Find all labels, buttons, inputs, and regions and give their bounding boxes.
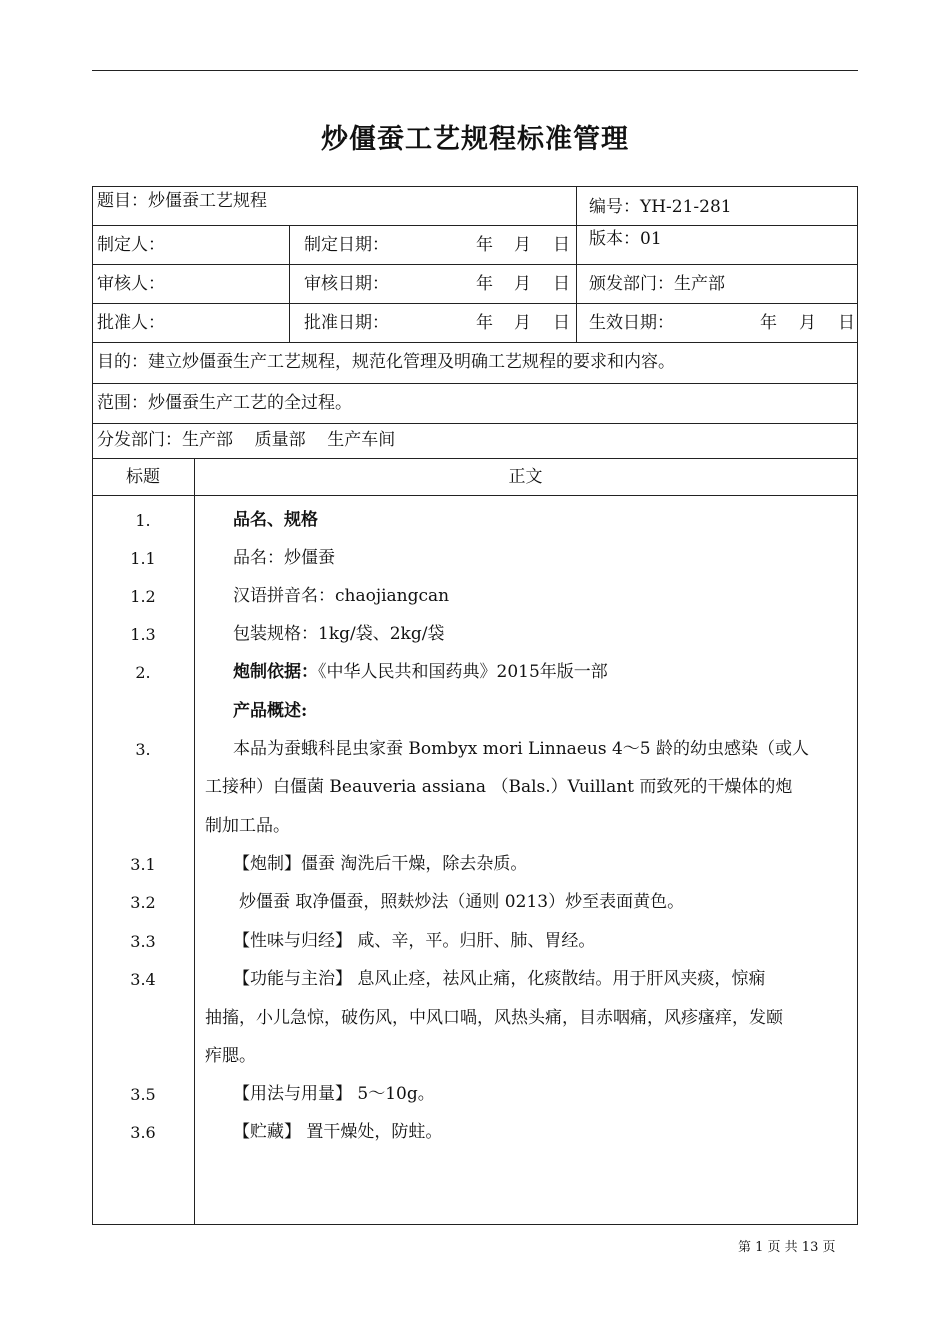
section-number: 3.3 bbox=[130, 932, 156, 951]
page-title: 炒僵蚕工艺规程标准管理 bbox=[321, 124, 629, 155]
page-footer: 第 1 页 共 13 页 bbox=[738, 1240, 836, 1255]
table-border-bottom bbox=[92, 1224, 858, 1225]
section-text-line: 【功能与主治】 息风止痉，祛风止痛，化痰散结。用于肝风夹痰，惊痫 bbox=[233, 969, 766, 989]
distribution-cell: 分发部门：生产部 质量部 生产车间 bbox=[97, 430, 396, 450]
table-row-line bbox=[92, 458, 858, 459]
code-cell: 编号：YH-21-281 bbox=[589, 197, 732, 217]
review-date-label: 审核日期： bbox=[304, 274, 389, 294]
table-row-line bbox=[92, 225, 858, 226]
make-date-month: 月 bbox=[514, 235, 531, 255]
section-text: 【性味与归经】 咸、辛，平。归肝、肺、胃经。 bbox=[233, 931, 596, 951]
basis-text: 《中华人民共和国药典》2015年版一部 bbox=[318, 662, 608, 682]
section-text-line: 抽搐，小儿急惊，破伤风，中风口喎，风热头痛，目赤咽痛，风疹瘙痒，发颐 bbox=[205, 1008, 783, 1028]
version-cell: 版本：01 bbox=[589, 229, 662, 249]
table-col-divider bbox=[289, 225, 290, 342]
make-date-year: 年 bbox=[476, 235, 493, 255]
purpose-cell: 目的：建立炒僵蚕生产工艺规程，规范化管理及明确工艺规程的要求和内容。 bbox=[97, 352, 675, 372]
table-border-right bbox=[857, 186, 858, 1224]
make-date-label: 制定日期： bbox=[304, 235, 389, 255]
scope-cell: 范围：炒僵蚕生产工艺的全过程。 bbox=[97, 393, 352, 413]
effective-date-month: 月 bbox=[799, 313, 816, 333]
approve-date-month: 月 bbox=[514, 313, 531, 333]
table-border-top bbox=[92, 186, 858, 187]
approve-date-year: 年 bbox=[476, 313, 493, 333]
table-row-line bbox=[92, 495, 858, 496]
col-header-title: 标题 bbox=[126, 467, 160, 487]
approve-date-label: 批准日期： bbox=[304, 313, 389, 333]
top-rule bbox=[92, 70, 858, 71]
section-text-line: 制加工品。 bbox=[205, 816, 290, 836]
section-text-line: 工接种）白僵菌 Beauveria assiana （Bals.）Vuillant 而致死的干燥体的炮 bbox=[205, 777, 793, 797]
overview-heading: 产品概述: bbox=[233, 701, 308, 721]
basis-label: 炮制依据： bbox=[233, 662, 318, 682]
section-text: 包装规格：1kg/袋、2kg/袋 bbox=[233, 624, 445, 644]
effective-date-year: 年 bbox=[760, 313, 777, 333]
section-number: 3.6 bbox=[130, 1123, 156, 1142]
subject-cell: 题目：炒僵蚕工艺规程 bbox=[97, 191, 267, 211]
make-date-day: 日 bbox=[553, 235, 570, 255]
review-date-year: 年 bbox=[476, 274, 493, 294]
reviewer-cell: 审核人： bbox=[97, 274, 165, 294]
review-date-day: 日 bbox=[553, 274, 570, 294]
table-col-divider bbox=[576, 186, 577, 342]
section-heading: 品名、规格 bbox=[233, 510, 318, 530]
table-row-line bbox=[92, 383, 858, 384]
effective-date-day: 日 bbox=[838, 313, 855, 333]
issue-dept-cell: 颁发部门：生产部 bbox=[589, 274, 725, 294]
table-row-line bbox=[92, 264, 858, 265]
table-border-left bbox=[92, 186, 93, 1224]
section-number: 3.2 bbox=[130, 893, 156, 912]
section-number: 3. bbox=[135, 740, 151, 759]
section-number: 1.1 bbox=[130, 549, 156, 568]
section-text: 炒僵蚕 取净僵蚕，照麸炒法（通则 0213）炒至表面黄色。 bbox=[239, 892, 685, 912]
section-text: 汉语拼音名：chaojiangcan bbox=[233, 586, 450, 606]
section-number: 1.2 bbox=[130, 587, 156, 606]
section-text: 【贮藏】 置干燥处，防蛀。 bbox=[233, 1122, 443, 1142]
col-header-body: 正文 bbox=[508, 467, 543, 487]
review-date-month: 月 bbox=[514, 274, 531, 294]
section-number: 1. bbox=[135, 511, 151, 530]
approver-cell: 批准人： bbox=[97, 313, 165, 333]
section-text: 【用法与用量】 5～10g。 bbox=[233, 1084, 435, 1104]
section-number: 3.5 bbox=[130, 1085, 156, 1104]
effective-date-label: 生效日期： bbox=[589, 313, 674, 333]
section-text-line: 本品为蚕蛾科昆虫家蚕 Bombyx mori Linnaeus 4～5 龄的幼虫感染（或人 bbox=[233, 739, 809, 759]
table-row-line bbox=[92, 423, 858, 424]
approve-date-day: 日 bbox=[553, 313, 570, 333]
section-text bbox=[233, 664, 608, 681]
section-number: 1.3 bbox=[130, 625, 156, 644]
table-row-line bbox=[92, 303, 858, 304]
maker-cell: 制定人： bbox=[97, 235, 165, 255]
section-number: 3.4 bbox=[130, 970, 156, 989]
section-text: 品名：炒僵蚕 bbox=[233, 548, 335, 568]
table-col-divider bbox=[194, 458, 195, 1224]
table-row-line bbox=[92, 342, 858, 343]
section-text: 【炮制】僵蚕 淘洗后干燥，除去杂质。 bbox=[233, 854, 528, 874]
section-number: 3.1 bbox=[130, 855, 156, 874]
section-number: 2. bbox=[135, 663, 151, 682]
section-text-line: 痄腮。 bbox=[205, 1046, 256, 1066]
